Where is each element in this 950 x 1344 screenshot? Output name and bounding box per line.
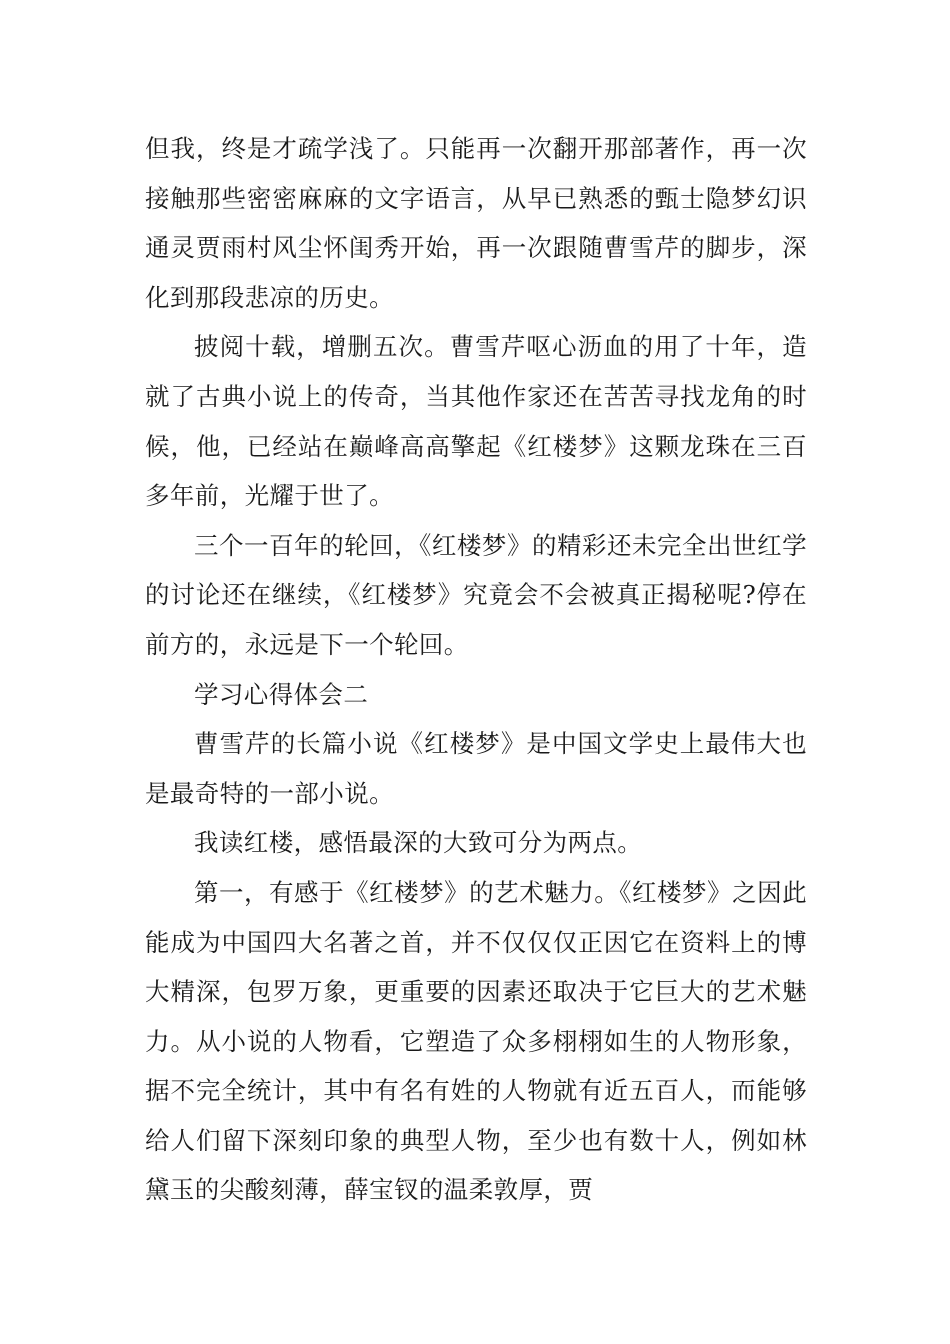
document-body bbox=[145, 124, 807, 1215]
paragraph-7: 第一，有感于《红楼梦》的艺术魅力。《红楼梦》之因此能成为中国四大名著之首，并不仅仅仅正因它在资料上的博大精深，包罗万象，更重要的因素还取决于它巨大的艺术魅力。从小说的人物看，它塑造了众多栩栩如生的人物形象，据不完全统计，其中有名有姓的人物就有近五百人，而能够给人们留下深刻印象的典型人物，至少也有数十人，例如林黛玉的尖酸刻薄，薛宝钗的温柔敦厚，贾 bbox=[145, 877, 807, 1205]
paragraph-3: 三个一百年的轮回，《红楼梦》的精彩还未完全出世红学的讨论还在继续，《红楼梦》究竟会不会被真正揭秘呢?停在前方的，永远是下一个轮回。 bbox=[145, 530, 807, 659]
section-heading: 学习心得体会二 bbox=[194, 679, 369, 709]
paragraph-1: 但我，终是才疏学浅了。只能再一次翻开那部著作，再一次接触那些密密麻麻的文字语言，从早已熟悉的甄士隐梦幻识通灵贾雨村风尘怀闺秀开始，再一次跟随曹雪芹的脚步，深化到那段悲凉的历史。 bbox=[145, 134, 807, 312]
paragraph-2: 披阅十载，增删五次。曹雪芹呕心沥血的用了十年，造就了古典小说上的传奇，当其他作家还在苦苦寻找龙角的时候，他，已经站在巅峰高高擎起《红楼梦》这颗龙珠在三百多年前，光耀于世了。 bbox=[145, 332, 807, 511]
paragraph-5: 曹雪芹的长篇小说《红楼梦》是中国文学史上最伟大也是最奇特的一部小说。 bbox=[145, 729, 807, 808]
paragraph-6: 我读红楼，感悟最深的大致可分为两点。 bbox=[194, 828, 643, 858]
